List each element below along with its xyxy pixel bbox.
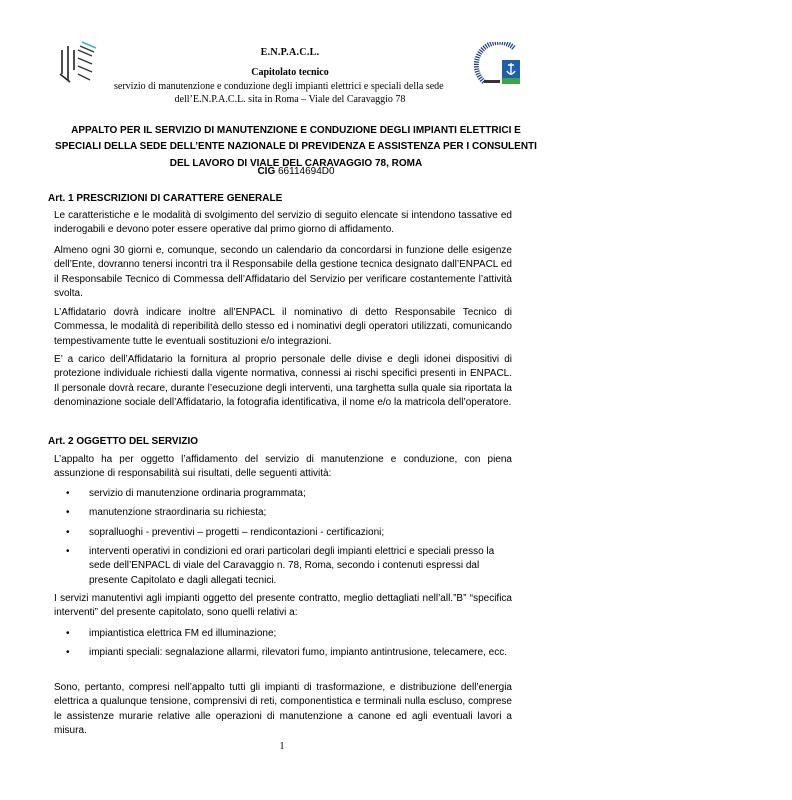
header-document-type: Capitolato tecnico [251, 67, 329, 78]
art1-paragraph-3: L’Affidatario dovrà indicare inoltre all’ENPACL il nominativo di detto Responsabile Tecnico di Commessa, le modalità di reperibilità dello stesso ed i nominativi degli operatori utilizzati, comunicando tempestivamente tutte le eventuali sostituzioni e/o integrazioni. [54, 307, 512, 347]
bullet-icon: • [66, 546, 70, 557]
list-item [66, 627, 512, 641]
art1-heading: Art. 1 PRESCRIZIONI DI CARATTERE GENERALE [48, 193, 283, 204]
header-subtitle-line2: dell’E.N.P.A.C.L. sita in Roma – Viale del Caravaggio 78 [174, 94, 406, 105]
list-item-text: impianti speciali: segnalazione allarmi, rilevatori fumo, impianto antintrusione, telecamere, ecc. [89, 647, 507, 658]
list-item [66, 646, 512, 660]
list-item [66, 506, 512, 520]
art2-paragraph-2: I servizi manutentivi agli impianti oggetto del presente contratto, meglio dettagliati nell’all.”B” “specifica interventi” del presente capitolato, sono quelli relativi a: [54, 593, 512, 619]
title-line-3: DEL LAVORO DI VIALE DEL CARAVAGGIO 78, ROMA [169, 158, 423, 169]
art2-heading: Art. 2 OGGETTO DEL SERVIZIO [48, 436, 199, 447]
list-item-text: sopralluoghi - preventivi – progetti – rendicontazioni - certificazioni; [89, 527, 385, 538]
art1-paragraph-4: E’ a carico dell’Affidatario la fornitura al proprio personale delle divise e degli idonei dispositivi di protezione individuale richiesti dalla vigente normativa, connessi ai rischi specifici presenti in ENPACL. Il personale dovrà recare, durante l’esecuzione degli interventi, una targhetta sulla quale sia riportata la denominazione sociale dell’Affidatario, la fotografia identificativa, il nome e/o la matricola dell’operatore. [54, 354, 512, 408]
bullet-icon: • [66, 527, 70, 538]
enpacl-logo-icon [58, 40, 98, 88]
list-item-text: servizio di manutenzione ordinaria programmata; [89, 488, 306, 499]
art1-paragraph-2: Almeno ogni 30 giorni e, comunque, secondo un calendario da concordarsi in funzione delle esigenze dell’Ente, dovranno tenersi incontri tra il Responsabile della gestione tecnica designato dall’ENPACL ed il Responsabile Tecnico di Commessa dell’Affidatario del Servizio per verificare costantemente l’attività svolta. [54, 245, 512, 299]
list-item [66, 545, 512, 588]
list-item [66, 526, 512, 540]
list-item [66, 487, 512, 501]
header-subtitle-line1: servizio di manutenzione e conduzione degli impianti elettrici e speciali della sede [114, 81, 444, 92]
header-organization: E.N.P.A.C.L. [260, 47, 320, 58]
certification-seal-icon [474, 42, 528, 90]
cig-value: 66114694D0 [278, 166, 335, 177]
art2-paragraph-1: L’appalto ha per oggetto l’affidamento del servizio di manutenzione e conduzione, con piena assunzione di responsabilità sui risultati, delle seguenti attività: [54, 454, 512, 480]
bullet-icon: • [66, 628, 70, 639]
title-line-2: SPECIALI DELLA SEDE DELL’ENTE NAZIONALE DI PREVIDENZA E ASSISTENZA PER I CONSULENTI [55, 140, 537, 152]
list-item-text: interventi operativi in condizioni ed orari particolari degli impianti elettrici e speciali presso la sede dell’ENPACL di viale del Caravaggio n. 78, Roma, secondo i contenuti espressi dal presente Capitolato e dagli allegati tecnici. [89, 546, 495, 586]
cig-code [48, 166, 544, 177]
cig-label: CIG [257, 166, 276, 177]
bullet-icon: • [66, 647, 70, 658]
document-title [48, 123, 544, 172]
bullet-icon: • [66, 507, 70, 518]
list-item-text: impiantistica elettrica FM ed illuminazione; [89, 628, 277, 639]
list-item-text: manutenzione straordinaria su richiesta; [89, 507, 267, 518]
page-number: 1 [279, 741, 285, 752]
title-line-1: APPALTO PER IL SERVIZIO DI MANUTENZIONE E CONDUZIONE DEGLI IMPIANTI ELETTRICI E [71, 125, 521, 136]
art1-paragraph-1: Le caratteristiche e le modalità di svolgimento del servizio di seguito elencate si intendono tassative ed inderogabili e devono poter essere operative dal primo giorno di affidamento. [54, 210, 512, 236]
art2-paragraph-3: Sono, pertanto, compresi nell’appalto tutti gli impianti di trasformazione, e distribuzione dell’energia elettrica a qualunque tensione, comprensivi di reti, componentistica e terminali nulla escluso, comprese le assistenze murarie relative alle operazioni di manutenzione a canone ed agli eventuali lavori a misura. [54, 682, 512, 736]
bullet-icon: • [66, 488, 70, 499]
